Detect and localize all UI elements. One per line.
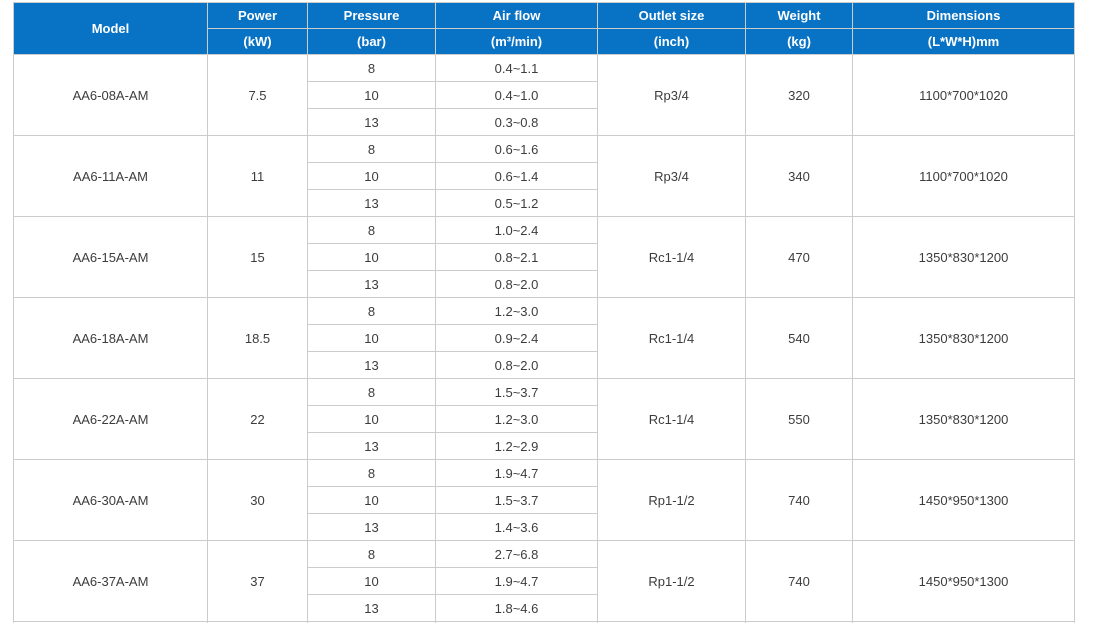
- power-cell: 11: [208, 136, 308, 217]
- outlet-size-cell: Rp1-1/2: [598, 541, 746, 622]
- header-row-labels: [14, 3, 1075, 29]
- air-flow-cell: 1.8~4.6: [436, 595, 598, 622]
- model-cell: AA6-15A-AM: [14, 217, 208, 298]
- pressure-cell: 10: [308, 325, 436, 352]
- col-header-dimensions: Dimensions: [853, 3, 1075, 29]
- model-cell: AA6-18A-AM: [14, 298, 208, 379]
- air-flow-cell: 0.4~1.0: [436, 82, 598, 109]
- air-flow-cell: 1.0~2.4: [436, 217, 598, 244]
- pressure-cell: 13: [308, 514, 436, 541]
- dimensions-cell: 1450*950*1300: [853, 541, 1075, 622]
- dimensions-cell: 1350*830*1200: [853, 298, 1075, 379]
- col-header-air-flow: Air flow: [436, 3, 598, 29]
- power-cell: 30: [208, 460, 308, 541]
- air-flow-cell: 1.5~3.7: [436, 379, 598, 406]
- power-cell: 18.5: [208, 298, 308, 379]
- dimensions-cell: 1350*830*1200: [853, 217, 1075, 298]
- model-cell: AA6-37A-AM: [14, 541, 208, 622]
- pressure-cell: 8: [308, 55, 436, 82]
- model-cell: AA6-22A-AM: [14, 379, 208, 460]
- table-row: [14, 55, 1075, 82]
- dimensions-cell: 1100*700*1020: [853, 55, 1075, 136]
- air-flow-cell: 1.2~3.0: [436, 298, 598, 325]
- col-header-power: Power: [208, 3, 308, 29]
- air-flow-cell: 1.4~3.6: [436, 514, 598, 541]
- air-flow-cell: 1.2~3.0: [436, 406, 598, 433]
- pressure-cell: 10: [308, 163, 436, 190]
- table-row: [14, 136, 1075, 163]
- pressure-cell: 10: [308, 487, 436, 514]
- col-header-pressure: Pressure: [308, 3, 436, 29]
- air-flow-cell: 0.9~2.4: [436, 325, 598, 352]
- air-flow-cell: 0.5~1.2: [436, 190, 598, 217]
- col-unit-pressure: (bar): [308, 29, 436, 55]
- air-flow-cell: 0.8~2.0: [436, 352, 598, 379]
- model-cell: AA6-30A-AM: [14, 460, 208, 541]
- pressure-cell: 8: [308, 298, 436, 325]
- table-row: [14, 298, 1075, 325]
- col-header-weight: Weight: [746, 3, 853, 29]
- weight-cell: 550: [746, 379, 853, 460]
- pressure-cell: 8: [308, 379, 436, 406]
- pressure-cell: 13: [308, 595, 436, 622]
- pressure-cell: 8: [308, 541, 436, 568]
- power-cell: 22: [208, 379, 308, 460]
- col-unit-air-flow: (m³/min): [436, 29, 598, 55]
- air-flow-cell: 0.4~1.1: [436, 55, 598, 82]
- dimensions-cell: 1350*830*1200: [853, 379, 1075, 460]
- model-cell: AA6-08A-AM: [14, 55, 208, 136]
- pressure-cell: 13: [308, 190, 436, 217]
- pressure-cell: 13: [308, 271, 436, 298]
- pressure-cell: 10: [308, 406, 436, 433]
- power-cell: 37: [208, 541, 308, 622]
- dimensions-cell: 1450*950*1300: [853, 460, 1075, 541]
- pressure-cell: 13: [308, 352, 436, 379]
- pressure-cell: 13: [308, 433, 436, 460]
- pressure-cell: 10: [308, 568, 436, 595]
- table-header: [14, 3, 1075, 55]
- col-unit-weight: (kg): [746, 29, 853, 55]
- weight-cell: 470: [746, 217, 853, 298]
- pressure-cell: 10: [308, 244, 436, 271]
- col-header-outlet-size: Outlet size: [598, 3, 746, 29]
- pressure-cell: 13: [308, 109, 436, 136]
- weight-cell: 740: [746, 460, 853, 541]
- outlet-size-cell: Rp1-1/2: [598, 460, 746, 541]
- table-row: [14, 460, 1075, 487]
- weight-cell: 340: [746, 136, 853, 217]
- col-header-model: Model: [14, 3, 208, 55]
- air-flow-cell: 1.9~4.7: [436, 568, 598, 595]
- air-flow-cell: 1.5~3.7: [436, 487, 598, 514]
- col-unit-outlet-size: (inch): [598, 29, 746, 55]
- outlet-size-cell: Rc1-1/4: [598, 217, 746, 298]
- air-flow-cell: 0.8~2.1: [436, 244, 598, 271]
- power-cell: 15: [208, 217, 308, 298]
- model-cell: AA6-11A-AM: [14, 136, 208, 217]
- dimensions-cell: 1100*700*1020: [853, 136, 1075, 217]
- power-cell: 7.5: [208, 55, 308, 136]
- pressure-cell: 8: [308, 136, 436, 163]
- air-flow-cell: 1.2~2.9: [436, 433, 598, 460]
- table-row: [14, 379, 1075, 406]
- table-row: [14, 217, 1075, 244]
- weight-cell: 540: [746, 298, 853, 379]
- air-flow-cell: 0.3~0.8: [436, 109, 598, 136]
- pressure-cell: 8: [308, 217, 436, 244]
- pressure-cell: 10: [308, 82, 436, 109]
- outlet-size-cell: Rc1-1/4: [598, 298, 746, 379]
- spec-table-body: [14, 55, 1075, 623]
- pressure-cell: 8: [308, 460, 436, 487]
- weight-cell: 740: [746, 541, 853, 622]
- col-unit-dimensions: (L*W*H)mm: [853, 29, 1075, 55]
- air-flow-cell: 1.9~4.7: [436, 460, 598, 487]
- compressor-spec-table: [13, 2, 1075, 623]
- outlet-size-cell: Rp3/4: [598, 136, 746, 217]
- air-flow-cell: 0.8~2.0: [436, 271, 598, 298]
- air-flow-cell: 0.6~1.4: [436, 163, 598, 190]
- outlet-size-cell: Rc1-1/4: [598, 379, 746, 460]
- air-flow-cell: 2.7~6.8: [436, 541, 598, 568]
- outlet-size-cell: Rp3/4: [598, 55, 746, 136]
- col-unit-power: (kW): [208, 29, 308, 55]
- table-row: [14, 541, 1075, 568]
- air-flow-cell: 0.6~1.6: [436, 136, 598, 163]
- weight-cell: 320: [746, 55, 853, 136]
